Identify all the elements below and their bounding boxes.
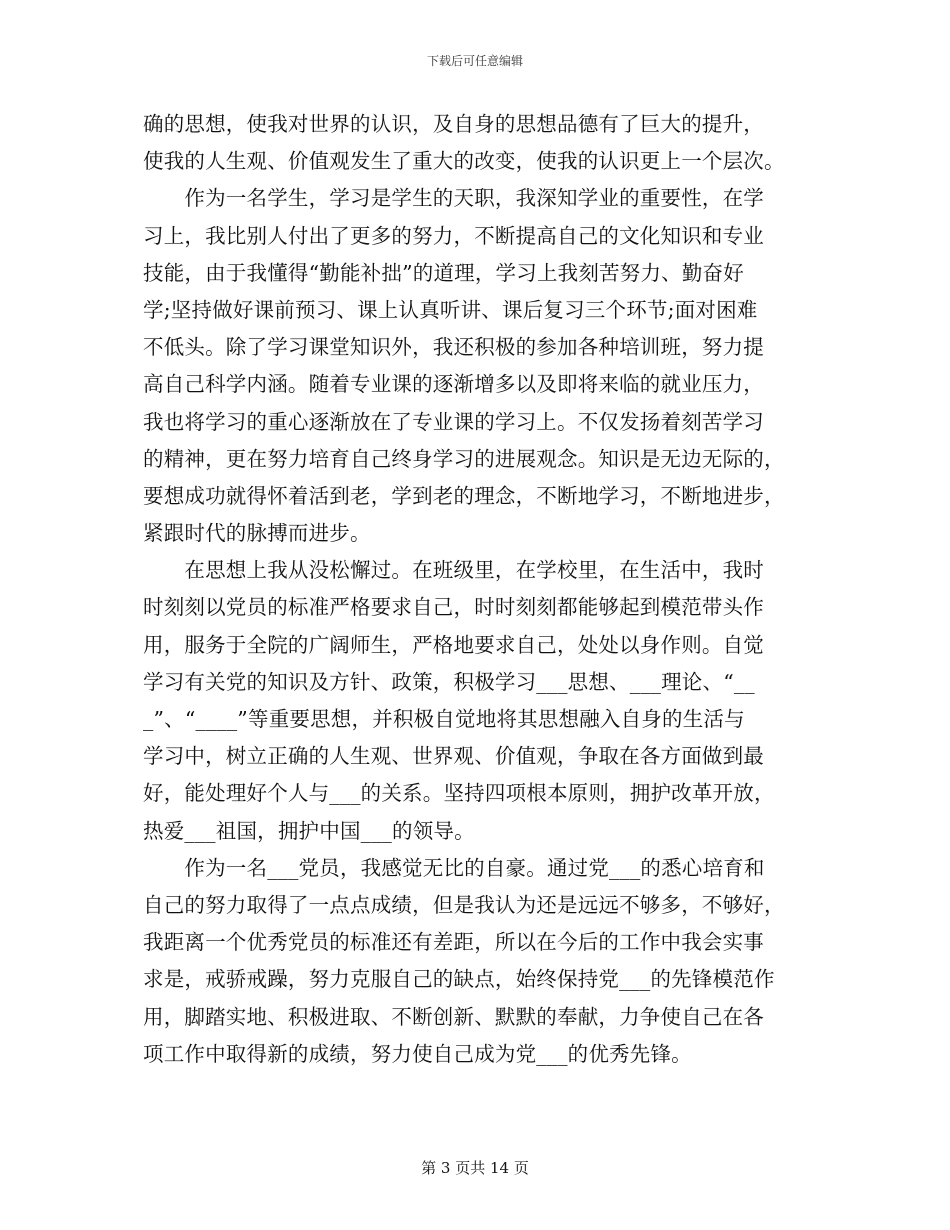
- body-line: 学;坚持做好课前预习、课上认真听讲、课后复习三个环节;面对困难: [143, 297, 758, 322]
- body-line: _”、“____”等重要思想，并积极自觉地将其思想融入自身的生活与: [143, 707, 745, 731]
- body-line: 用，脚踏实地、积极进取、不断创新、默默的奉献，力争使自己在各: [143, 1004, 764, 1029]
- body-line: 用，服务于全院的广阔师生，严格地要求自己，处处以身作则。自觉: [143, 632, 764, 657]
- body-line: 在思想上我从没松懈过。在班级里，在学校里，在生活中，我时: [143, 558, 764, 583]
- body-line: 热爱___祖国，拥护中国___的领导。: [143, 818, 475, 843]
- page-number-footer: 第 3 页共 14 页: [421, 1159, 529, 1177]
- body-line: 我距离一个优秀党员的标准还有差距，所以在今后的工作中我会实事: [143, 930, 764, 955]
- body-line: 自己的努力取得了一点点成绩，但是我认为还是远远不够多，不够好，: [143, 892, 785, 917]
- body-line: 要想成功就得怀着活到老，学到老的理念，不断地学习，不断地进步，: [143, 483, 785, 508]
- body-line: 学习中，树立正确的人生观、世界观、价值观，争取在各方面做到最: [143, 744, 764, 769]
- body-line: 时刻刻以党员的标准严格要求自己，时时刻刻都能够起到模范带头作: [143, 595, 764, 620]
- body-line: 作为一名___党员，我感觉无比的自豪。通过党___的悉心培育和: [143, 855, 765, 880]
- body-line: 技能，由于我懂得“勤能补拙”的道理，学习上我刻苦努力、勤奋好: [143, 260, 744, 285]
- body-line: 不低头。除了学习课堂知识外，我还积极的参加各种培训班，努力提: [143, 335, 764, 360]
- body-line: 的精神，更在努力培育自己终身学习的进展观念。知识是无边无际的，: [143, 446, 785, 471]
- document-body: [143, 106, 813, 1073]
- page-header: 下载后可任意编辑: [426, 54, 523, 68]
- body-line: 使我的人生观、价值观发生了重大的改变，使我的认识更上一个层次。: [143, 149, 785, 174]
- body-line: 确的思想，使我对世界的认识，及自身的思想品德有了巨大的提升，: [143, 112, 764, 136]
- body-line: 我也将学习的重心逐渐放在了专业课的学习上。不仅发扬着刻苦学习: [143, 409, 764, 434]
- body-line: 项工作中取得新的成绩，努力使自己成为党___的优秀先锋。: [143, 1041, 692, 1066]
- body-line: 学习有关党的知识及方针、政策，积极学习___思想、___理论、“__: [143, 669, 755, 694]
- body-line: 习上，我比别人付出了更多的努力，不断提高自己的文化知识和专业: [143, 223, 764, 248]
- body-line: 紧跟时代的脉搏而进步。: [143, 521, 371, 546]
- body-line: 好，能处理好个人与___的关系。坚持四项根本原则，拥护改革开放，: [143, 781, 775, 806]
- body-line: 求是，戒骄戒躁，努力克服自己的缺点，始终保持党___的先锋模范作: [143, 967, 775, 992]
- body-line: 作为一名学生，学习是学生的天职，我深知学业的重要性，在学: [143, 186, 764, 211]
- body-line: 高自己科学内涵。随着专业课的逐渐增多以及即将来临的就业压力，: [143, 372, 764, 397]
